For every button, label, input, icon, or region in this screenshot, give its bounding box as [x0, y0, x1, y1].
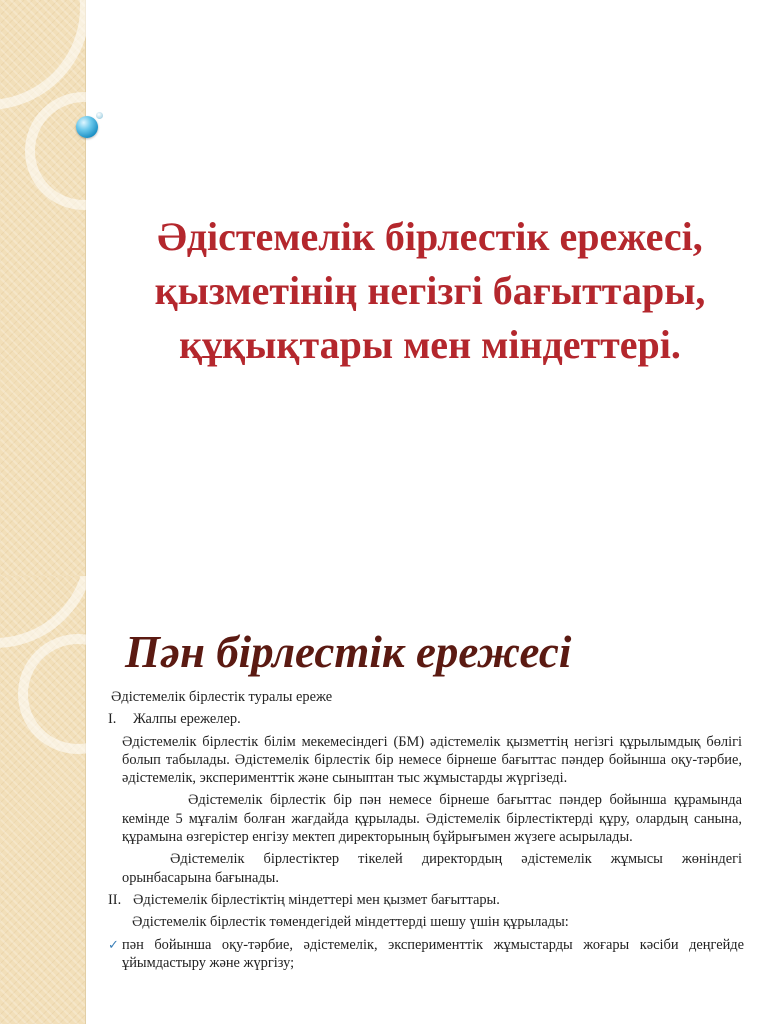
decorative-side-panel: [0, 576, 86, 1024]
intro-line: Әдістемелік бірлестік туралы ереже: [111, 689, 333, 705]
section-heading-2: [108, 891, 744, 909]
section-title: Жалпы ережелер.: [133, 711, 241, 728]
slide-title: [100, 210, 760, 372]
paragraph: Әдістемелік бірлестік білім мекемесіндегі (БМ) әдістемелік қызметтің негізгі құрылымдық бөлігі болып табылады. Әдістемелік бірлестік бір немесе бірнеше бағыттас пәндер бойынша оқу-тәрбие, әдістемелік, эксперименттік және сыныптан тыс жұмыстарды жүргізеді.: [122, 733, 742, 787]
decorative-ring: [25, 92, 143, 210]
slide-2: [0, 576, 768, 1024]
blue-bead-icon: [76, 116, 98, 138]
slide-heading: Пән бірлестік ережесі: [125, 627, 572, 677]
rules-text-body: [108, 688, 744, 976]
section-number: I.: [108, 711, 117, 728]
checkmark-bullet-icon: ✓: [108, 936, 119, 952]
paragraph: Әдістемелік бірлестіктер тікелей директордың әдістемелік жұмысы жөніндегі орынбасарына бағынады.: [122, 851, 742, 886]
list-item: [108, 936, 744, 973]
list-item-text: пән бойынша оқу-тәрбие, әдістемелік, эксперименттік жұмыстарды жоғары кәсіби деңгейде ұйымдастыру және жүргізу;: [122, 936, 744, 971]
decorative-side-panel: [0, 0, 86, 576]
paragraph: Әдістемелік бірлестік төмендегідей міндеттерді шешу үшін құрылады:: [132, 914, 569, 931]
title-line: Әдістемелік бірлестік ережесі,: [157, 214, 703, 259]
small-bead-icon: [96, 112, 103, 119]
title-line: қызметінің негізгі бағыттары,: [154, 268, 706, 313]
title-line: құқықтары мен міндеттері.: [179, 322, 681, 367]
section-title: Әдістемелік бірлестіктің міндеттері мен қызмет бағыттары.: [133, 891, 500, 908]
section-heading-1: [108, 710, 744, 728]
paragraph: Әдістемелік бірлестік бір пән немесе бірнеше бағыттас пәндер бойынша құрамында кемінде 5 мұғалім болған жағдайда құрылады. Әдістемелік бірлестіктерді құру, олардың санына, құрамына өзгерістер енгізу мектеп директорының бұйрығымен жүзеге асырылады.: [122, 792, 742, 846]
section-number: II.: [108, 891, 122, 908]
